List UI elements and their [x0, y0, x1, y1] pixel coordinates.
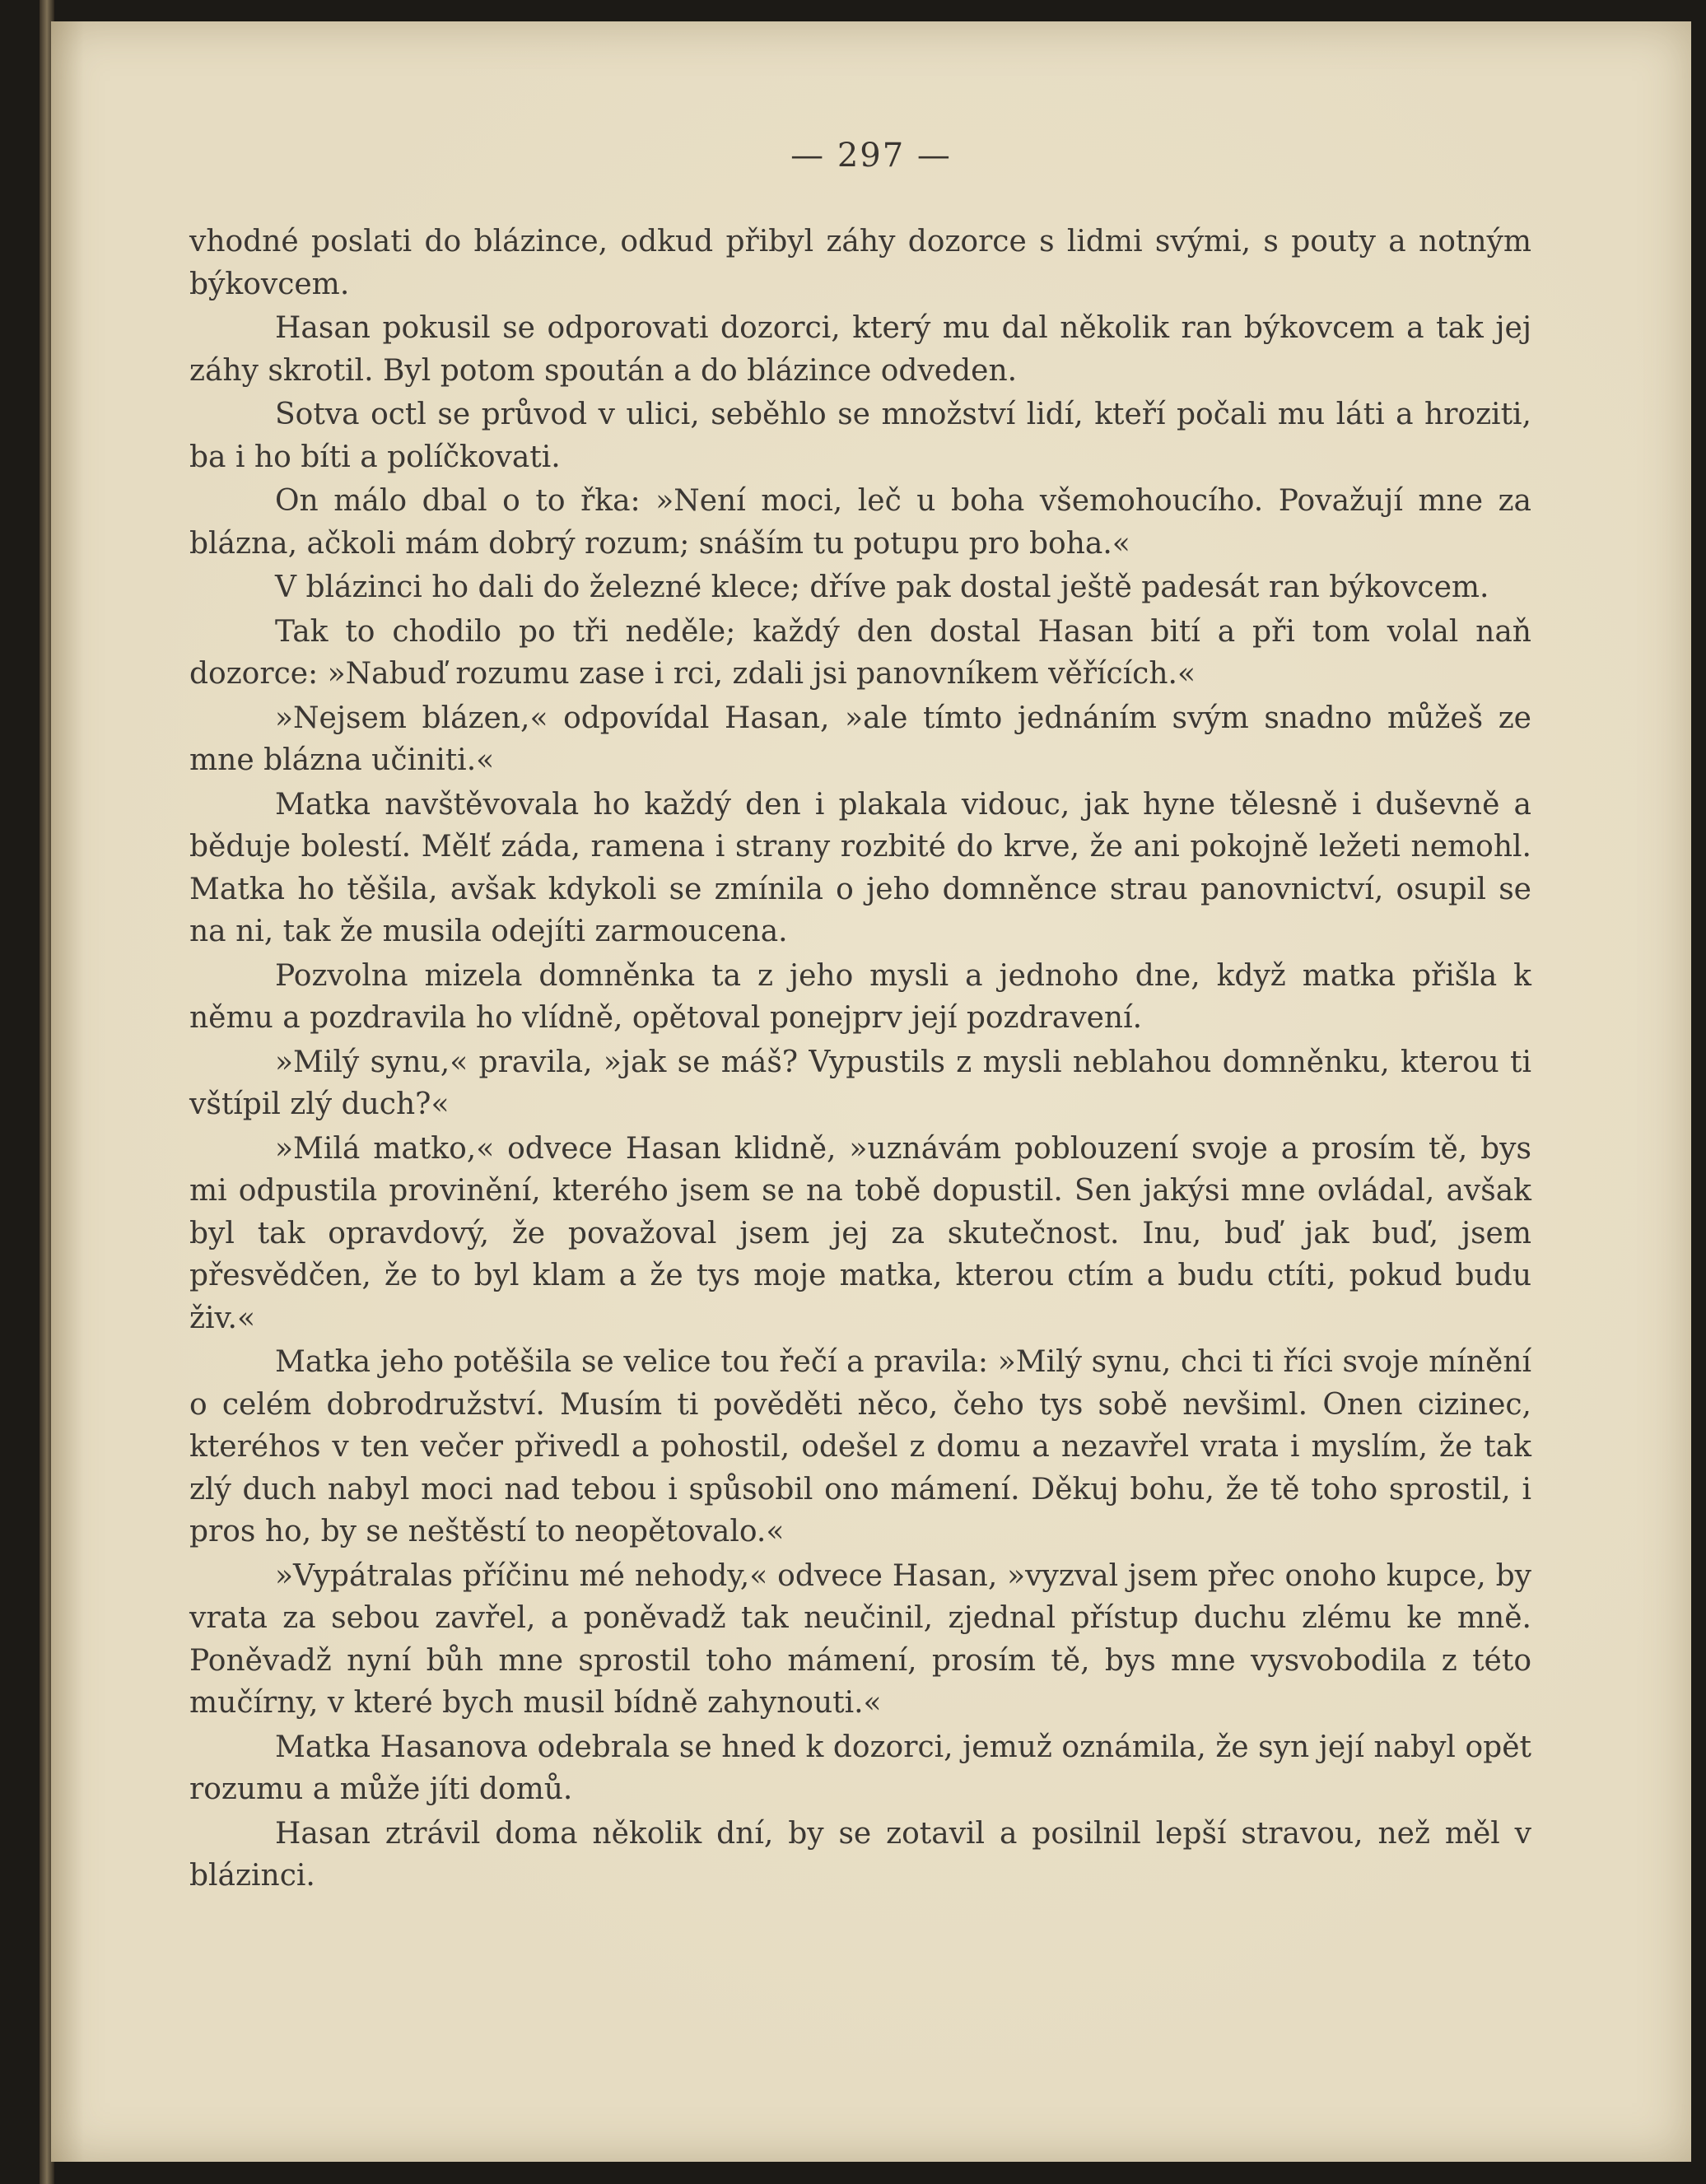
- body-text: [189, 221, 1531, 1899]
- paragraph-9: Pozvolna mizela domněnka ta z jeho mysli a jednoho dne, když matka přišla k němu a pozdravila ho vlídně, opětoval ponejprv její pozdravení.: [189, 958, 1531, 1035]
- page-number: — 297 —: [790, 137, 952, 175]
- paragraph-11: »Milá matko,« odvece Hasan klidně, »uznávám poblouzení svoje a prosím tě, bys mi odpustila provinění, kterého jsem se na tobě dopustil. Sen jakýsi mne ovládal, avšak byl tak opravdový, že považoval jsem jej za skutečnost. Inu, buď jak buď, jsem přesvědčen, že to byl klam a že tys moje matka, kterou ctím a budu ctíti, pokud budu živ.«: [189, 1131, 1531, 1335]
- paragraph-7: »Nejsem blázen,« odpovídal Hasan, »ale tímto jednáním svým snadno můžeš ze mne blázna učiniti.«: [189, 701, 1531, 777]
- paragraph-8: Matka navštěvovala ho každý den i plakala vidouc, jak hyne tělesně i duševně a běduje bolestí. Mělť záda, ramena i strany rozbité do krve, že ani pokojně ležeti nemohl. Matka ho těšila, avšak kdykoli se zmínila o jeho domněnce strau panovnictví, osupil se na ni, tak že musila odejíti zarmoucena.: [189, 787, 1531, 948]
- paragraph-14: Matka Hasanova odebrala se hned k dozorci, jemuž oznámila, že syn její nabyl opět rozumu a může jíti domů.: [189, 1730, 1531, 1806]
- paragraph-4: On málo dbal o to řka: »Není moci, leč u boha všemohoucího. Považují mne za blázna, ačkoli mám dobrý rozum; snáším tu potupu pro boha.«: [189, 484, 1531, 561]
- paragraph-15: Hasan ztrávil doma několik dní, by se zotavil a posilnil lepší stravou, než měl v blázinci.: [189, 1816, 1531, 1893]
- paragraph-13: »Vypátralas příčinu mé nehody,« odvece Hasan, »vyzval jsem přec onoho kupce, by vrata za sebou zavřel, a poněvadž tak neučinil, zjednal přístup duchu zlému ke mně. Poněvadž nyní bůh mne sprostil toho mámení, prosím tě, bys mne vysvobodila z této mučírny, v které bych musil bídně zahynouti.«: [189, 1558, 1531, 1720]
- paragraph-3: Sotva octl se průvod v ulici, seběhlo se množství lidí, kteří počali mu láti a hroziti, ba i ho bíti a políčkovati.: [189, 398, 1531, 474]
- book-page: [51, 21, 1691, 2162]
- paragraph-12: Matka jeho potěšila se velice tou řečí a pravila: »Milý synu, chci ti říci svoje mínění o celém dobrodružství. Musím ti pověděti něco, čeho tys sobě nevšiml. Onen cizinec, kteréhos v ten večer přivedl a pohostil, odešel z domu a nezavřel vrata i myslím, že tak zlý duch nabyl moci nad tebou i spůsobil ono mámení. Děkuj bohu, že tě toho sprostil, i pros ho, by se neštěstí to neopětovalo.«: [189, 1345, 1531, 1548]
- paragraph-5: V blázinci ho dali do železné klece; dříve pak dostal ještě padesát ran býkovcem.: [275, 570, 1489, 604]
- paragraph-6: Tak to chodilo po tři neděle; každý den dostal Hasan bití a při tom volal naň dozorce: »Nabuď rozumu zase i rci, zdali jsi panovníkem věřících.«: [189, 614, 1531, 691]
- paragraph-1: vhodné poslati do blázince, odkud přibyl záhy dozorce s lidmi svými, s pouty a notným býkovcem.: [189, 225, 1531, 301]
- paragraph-10: »Milý synu,« pravila, »jak se máš? Vypustils z mysli neblahou domněnku, kterou ti vštípil zlý duch?«: [189, 1045, 1531, 1121]
- paragraph-2: Hasan pokusil se odporovati dozorci, který mu dal několik ran býkovcem a tak jej záhy skrotil. Byl potom spoután a do blázince odveden.: [189, 311, 1531, 388]
